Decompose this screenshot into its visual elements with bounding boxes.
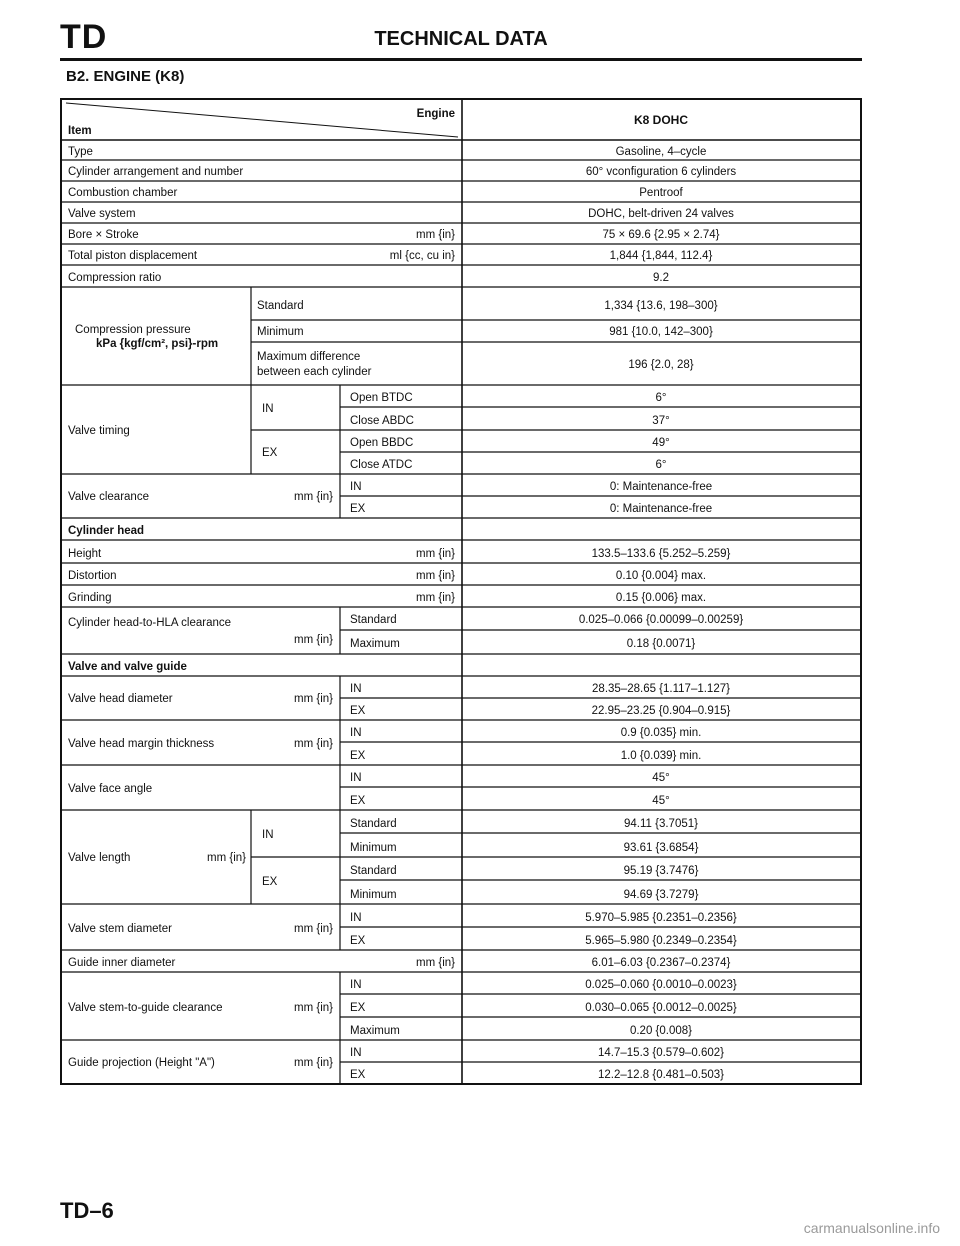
row-value: 0: Maintenance-free <box>609 503 713 515</box>
sub-label: IN <box>350 912 362 924</box>
row-value: 60° vconfiguration 6 cylinders <box>585 166 737 178</box>
sub-label: Minimum <box>350 842 397 854</box>
group-label: Compression pressure <box>75 324 191 336</box>
sub-label: Standard <box>350 865 397 877</box>
group-label: Guide projection (Height "A") <box>68 1057 215 1069</box>
subsection-heading: Valve and valve guide <box>68 661 187 673</box>
row-value: 981 {10.0, 142–300} <box>609 326 713 338</box>
row-value: 0.025–0.066 {0.00099–0.00259} <box>578 614 744 626</box>
row-value: 1,334 {13.6, 198–300} <box>604 300 718 312</box>
group-label: Valve clearance <box>68 491 149 503</box>
row-value: Gasoline, 4–cycle <box>615 146 707 158</box>
row-unit: mm {in} <box>416 570 455 582</box>
row-value: 9.2 <box>653 272 669 284</box>
valve-clearance-group <box>68 481 712 515</box>
row-value: 0.20 {0.008} <box>629 1025 693 1037</box>
valve-margin-group <box>68 727 701 762</box>
sub-label: EX <box>350 795 366 807</box>
row-label: Total piston displacement <box>68 250 198 262</box>
row-value: 94.69 {3.7279} <box>623 889 699 901</box>
group-unit: mm {in} <box>294 923 333 935</box>
table-row <box>68 957 731 969</box>
row-label: Compression ratio <box>68 272 162 284</box>
row-value: 0.030–0.065 {0.0012–0.0025} <box>585 1002 737 1014</box>
sub-label: IN <box>350 683 362 695</box>
row-unit: mm {in} <box>416 957 455 969</box>
sub-label: Minimum <box>257 326 304 338</box>
table-row <box>68 570 706 582</box>
sub-label: Close ATDC <box>350 459 413 471</box>
stem-to-guide-group <box>68 979 737 1037</box>
row-value: DOHC, belt-driven 24 valves <box>588 208 734 220</box>
sub-label: EX <box>350 750 366 762</box>
table-row <box>68 229 720 241</box>
row-unit: mm {in} <box>416 548 455 560</box>
row-label: Grinding <box>68 592 112 604</box>
sub-label: EX <box>350 705 366 717</box>
subsection-heading: Cylinder head <box>68 525 145 537</box>
corner-item: Item <box>68 125 92 137</box>
sub-label: Maximum <box>350 638 400 650</box>
row-unit: mm {in} <box>416 229 455 241</box>
row-label: Distortion <box>68 570 117 582</box>
sub-label: EX <box>262 876 278 888</box>
row-value: 28.35–28.65 {1.117–1.127} <box>592 683 730 695</box>
group-label: Valve length <box>68 852 131 864</box>
sub-label: IN <box>350 481 362 493</box>
row-value: 0.10 {0.004} max. <box>615 570 707 582</box>
valve-stem-diameter-group <box>68 912 737 947</box>
group-label: Valve stem-to-guide clearance <box>68 1002 223 1014</box>
row-unit: mm {in} <box>416 592 455 604</box>
row-value: 45° <box>652 795 670 807</box>
row-value: 37° <box>652 415 670 427</box>
row-value: 6° <box>655 392 667 404</box>
table-row <box>68 592 706 604</box>
section-heading: B2. ENGINE (K8) <box>66 68 185 85</box>
sub-label: Close ABDC <box>350 415 414 427</box>
row-value: 0.18 {0.0071} <box>626 638 696 650</box>
valve-head-diameter-group <box>68 683 731 717</box>
sub-label: IN <box>350 772 362 784</box>
group-label: Valve stem diameter <box>68 923 172 935</box>
row-label: Combustion chamber <box>68 187 178 199</box>
row-value: 6.01–6.03 {0.2367–0.2374} <box>591 957 731 969</box>
valve-face-angle-group <box>68 772 670 807</box>
row-value: 5.970–5.985 {0.2351–0.2356} <box>585 912 737 924</box>
row-unit: ml {cc, cu in} <box>389 250 455 262</box>
group-unit: mm {in} <box>294 1057 333 1069</box>
sub-label: Standard <box>257 300 304 312</box>
sub-label: EX <box>350 503 366 515</box>
row-value: 75 × 69.6 {2.95 × 2.74} <box>602 229 720 241</box>
watermark: carmanualsonline.info <box>803 1220 940 1236</box>
sub-label: Minimum <box>350 889 397 901</box>
table-row <box>68 146 706 158</box>
row-label: Type <box>68 146 93 158</box>
sub-label: Open BTDC <box>350 392 413 404</box>
group-label: Cylinder head-to-HLA clearance <box>68 617 232 629</box>
row-value: 1,844 {1,844, 112.4} <box>609 250 713 262</box>
row-value: 5.965–5.980 {0.2349–0.2354} <box>585 935 737 947</box>
group-label: Valve timing <box>68 425 130 437</box>
group-unit: mm {in} <box>294 491 333 503</box>
valve-timing-group <box>68 392 670 471</box>
corner-engine: Engine <box>416 108 455 120</box>
sub-label: Standard <box>350 614 397 626</box>
group-unit: mm {in} <box>294 1002 333 1014</box>
sub-label: IN <box>262 403 274 415</box>
row-value: Pentroof <box>639 187 683 199</box>
sub-label: IN <box>350 727 362 739</box>
sub-label: EX <box>350 1069 366 1081</box>
row-value: 95.19 {3.7476} <box>623 865 699 877</box>
row-value: 0.025–0.060 {0.0010–0.0023} <box>585 979 737 991</box>
column-header: K8 DOHC <box>633 113 689 127</box>
page-title: TECHNICAL DATA <box>374 28 548 50</box>
row-value: 12.2–12.8 {0.481–0.503} <box>598 1069 724 1081</box>
row-value: 49° <box>652 437 670 449</box>
sub-label: IN <box>350 979 362 991</box>
sub-label: IN <box>350 1047 362 1059</box>
table-row <box>68 272 669 284</box>
row-value: 6° <box>655 459 667 471</box>
hla-clearance-group <box>68 614 743 650</box>
sub-label: EX <box>350 935 366 947</box>
valve-length-group <box>68 818 699 901</box>
table-row <box>68 166 736 178</box>
group-label: Valve head diameter <box>68 693 173 705</box>
sub-label: EX <box>350 1002 366 1014</box>
group-unit: mm {in} <box>294 693 333 705</box>
row-label: Bore × Stroke <box>68 229 139 241</box>
row-label: Guide inner diameter <box>68 957 176 969</box>
group-label: Valve face angle <box>68 783 153 795</box>
row-value: 1.0 {0.039} min. <box>620 750 702 762</box>
group-unit: mm {in} <box>207 852 246 864</box>
row-value: 45° <box>652 772 670 784</box>
group-unit: mm {in} <box>294 738 333 750</box>
table-row <box>68 208 734 220</box>
sub-label: Open BBDC <box>350 437 414 449</box>
row-value: 0: Maintenance-free <box>609 481 713 493</box>
row-value: 22.95–23.25 {0.904–0.915} <box>591 705 731 717</box>
group-label: Valve head margin thickness <box>68 738 215 750</box>
row-value: 93.61 {3.6854} <box>623 842 699 854</box>
sub-label: EX <box>262 447 278 459</box>
guide-projection-group <box>68 1047 724 1081</box>
row-label: Height <box>68 548 102 560</box>
sub-label: IN <box>262 829 274 841</box>
sub-label: Standard <box>350 818 397 830</box>
sub-label: between each cylinder <box>257 366 372 378</box>
group-unit: mm {in} <box>294 634 333 646</box>
sub-label: Maximum difference <box>257 351 361 363</box>
group-unit: kPa {kgf/cm², psi}-rpm <box>96 338 219 350</box>
row-value: 94.11 {3.7051} <box>624 818 698 830</box>
row-value: 0.9 {0.035} min. <box>620 727 702 739</box>
row-value: 0.15 {0.006} max. <box>615 592 707 604</box>
table-row <box>68 548 731 560</box>
table-row <box>68 187 684 199</box>
page-number: TD–6 <box>60 1198 114 1223</box>
table-row <box>68 250 713 262</box>
row-label: Cylinder arrangement and number <box>68 166 244 178</box>
row-label: Valve system <box>68 208 136 220</box>
row-value: 14.7–15.3 {0.579–0.602} <box>598 1047 724 1059</box>
section-code: TD <box>60 18 108 56</box>
row-value: 196 {2.0, 28} <box>628 359 694 371</box>
compression-pressure-group <box>75 300 718 378</box>
row-value: 133.5–133.6 {5.252–5.259} <box>591 548 731 560</box>
sub-label: Maximum <box>350 1025 400 1037</box>
